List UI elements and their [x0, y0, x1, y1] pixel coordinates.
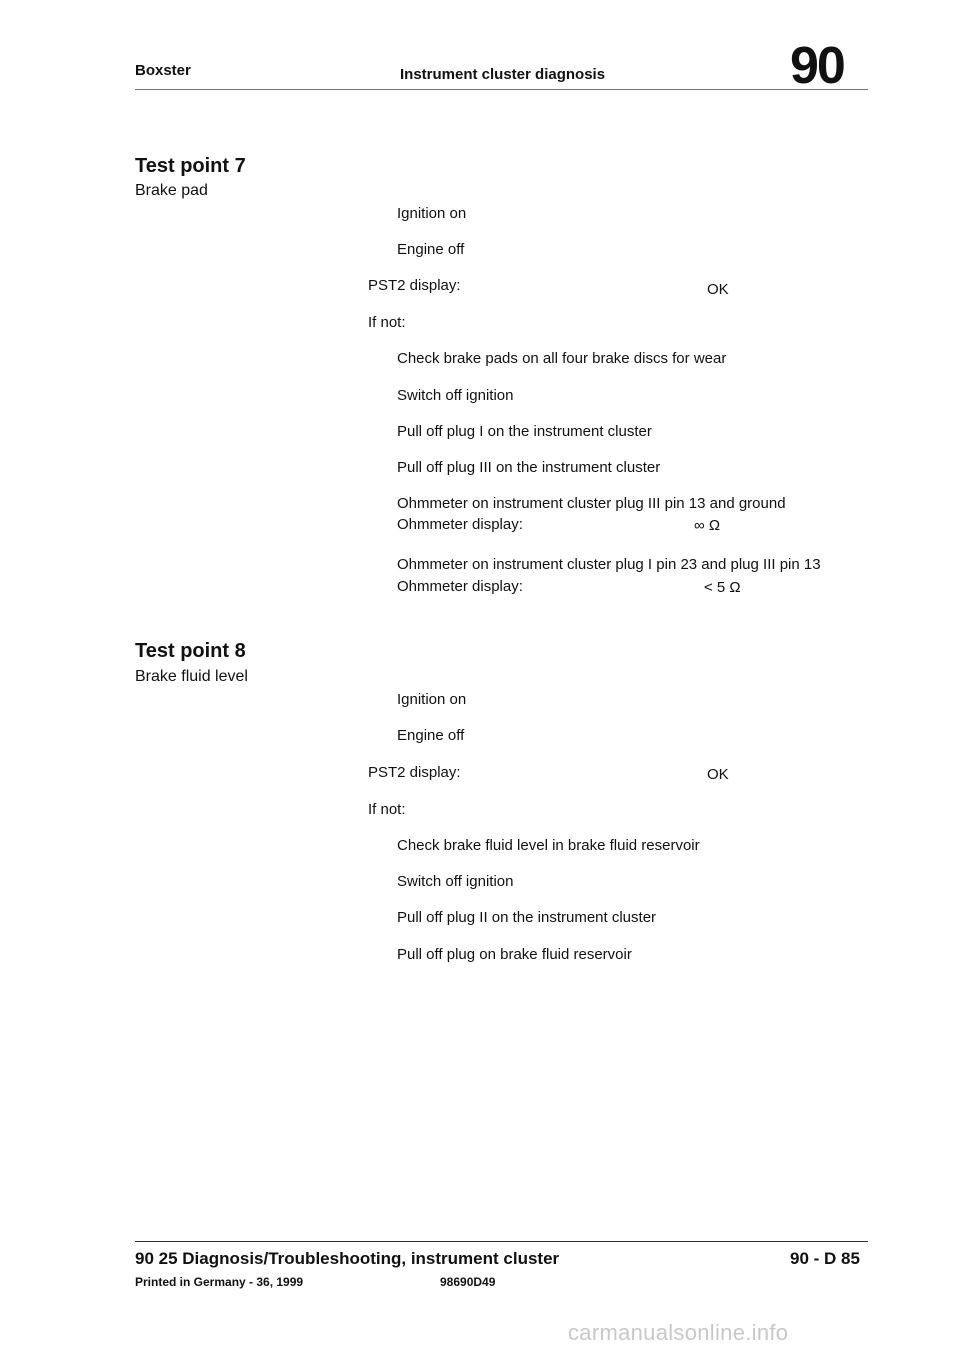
header-rule [135, 89, 868, 90]
value-pst2-ok: OK [707, 281, 729, 298]
step-ignition-on: Ignition on [397, 205, 467, 222]
value-less-than-5-ohm: < 5 Ω [704, 579, 741, 596]
step-ohmmeter-plug-i-pin-23: Ohmmeter on instrument cluster plug I pin 23 and plug III pin 13 [397, 556, 821, 573]
step-if-not: If not: [368, 314, 406, 331]
test-point-7-title: Test point 7 [135, 155, 246, 177]
step-ohmmeter-plug-iii-pin-13: Ohmmeter on instrument cluster plug III pin 13 and ground [397, 495, 786, 512]
header-model: Boxster [135, 62, 191, 79]
step-pull-off-plug-iii: Pull off plug III on the instrument cluster [397, 459, 661, 476]
footer-rule [135, 1241, 868, 1242]
step-pull-off-plug-ii: Pull off plug II on the instrument cluster [397, 909, 657, 926]
step-check-brake-fluid-level: Check brake fluid level in brake fluid reservoir [397, 837, 700, 854]
step-pull-off-reservoir-plug: Pull off plug on brake fluid reservoir [397, 946, 632, 963]
header-section-number: 90 [790, 37, 844, 95]
footer-printed: Printed in Germany - 36, 1999 [135, 1275, 304, 1289]
step-pst2-display: PST2 display: [368, 764, 461, 781]
step-engine-off: Engine off [397, 241, 465, 258]
footer-title: 90 25 Diagnosis/Troubleshooting, instrument cluster [135, 1249, 560, 1268]
step-pull-off-plug-i: Pull off plug I on the instrument cluster [397, 423, 652, 440]
header-title: Instrument cluster diagnosis [400, 66, 606, 83]
test-point-8-subtitle: Brake fluid level [135, 668, 248, 685]
step-pst2-display: PST2 display: [368, 277, 461, 294]
step-ignition-on: Ignition on [397, 691, 467, 708]
step-if-not: If not: [368, 801, 406, 818]
footer-document-code: 98690D49 [440, 1275, 496, 1289]
test-point-8-title: Test point 8 [135, 640, 246, 662]
test-point-7-subtitle: Brake pad [135, 182, 208, 199]
value-infinity-ohm: ∞ Ω [694, 517, 721, 534]
watermark: carmanualsonline.info [568, 1320, 789, 1345]
footer-page-number: 90 - D 85 [790, 1249, 860, 1268]
step-ohmmeter-display: Ohmmeter display: [397, 578, 523, 595]
step-switch-off-ignition: Switch off ignition [397, 873, 514, 890]
step-ohmmeter-display: Ohmmeter display: [397, 516, 523, 533]
value-pst2-ok: OK [707, 766, 729, 783]
step-switch-off-ignition: Switch off ignition [397, 387, 514, 404]
step-check-brake-pads: Check brake pads on all four brake discs for wear [397, 350, 727, 367]
step-engine-off: Engine off [397, 727, 465, 744]
